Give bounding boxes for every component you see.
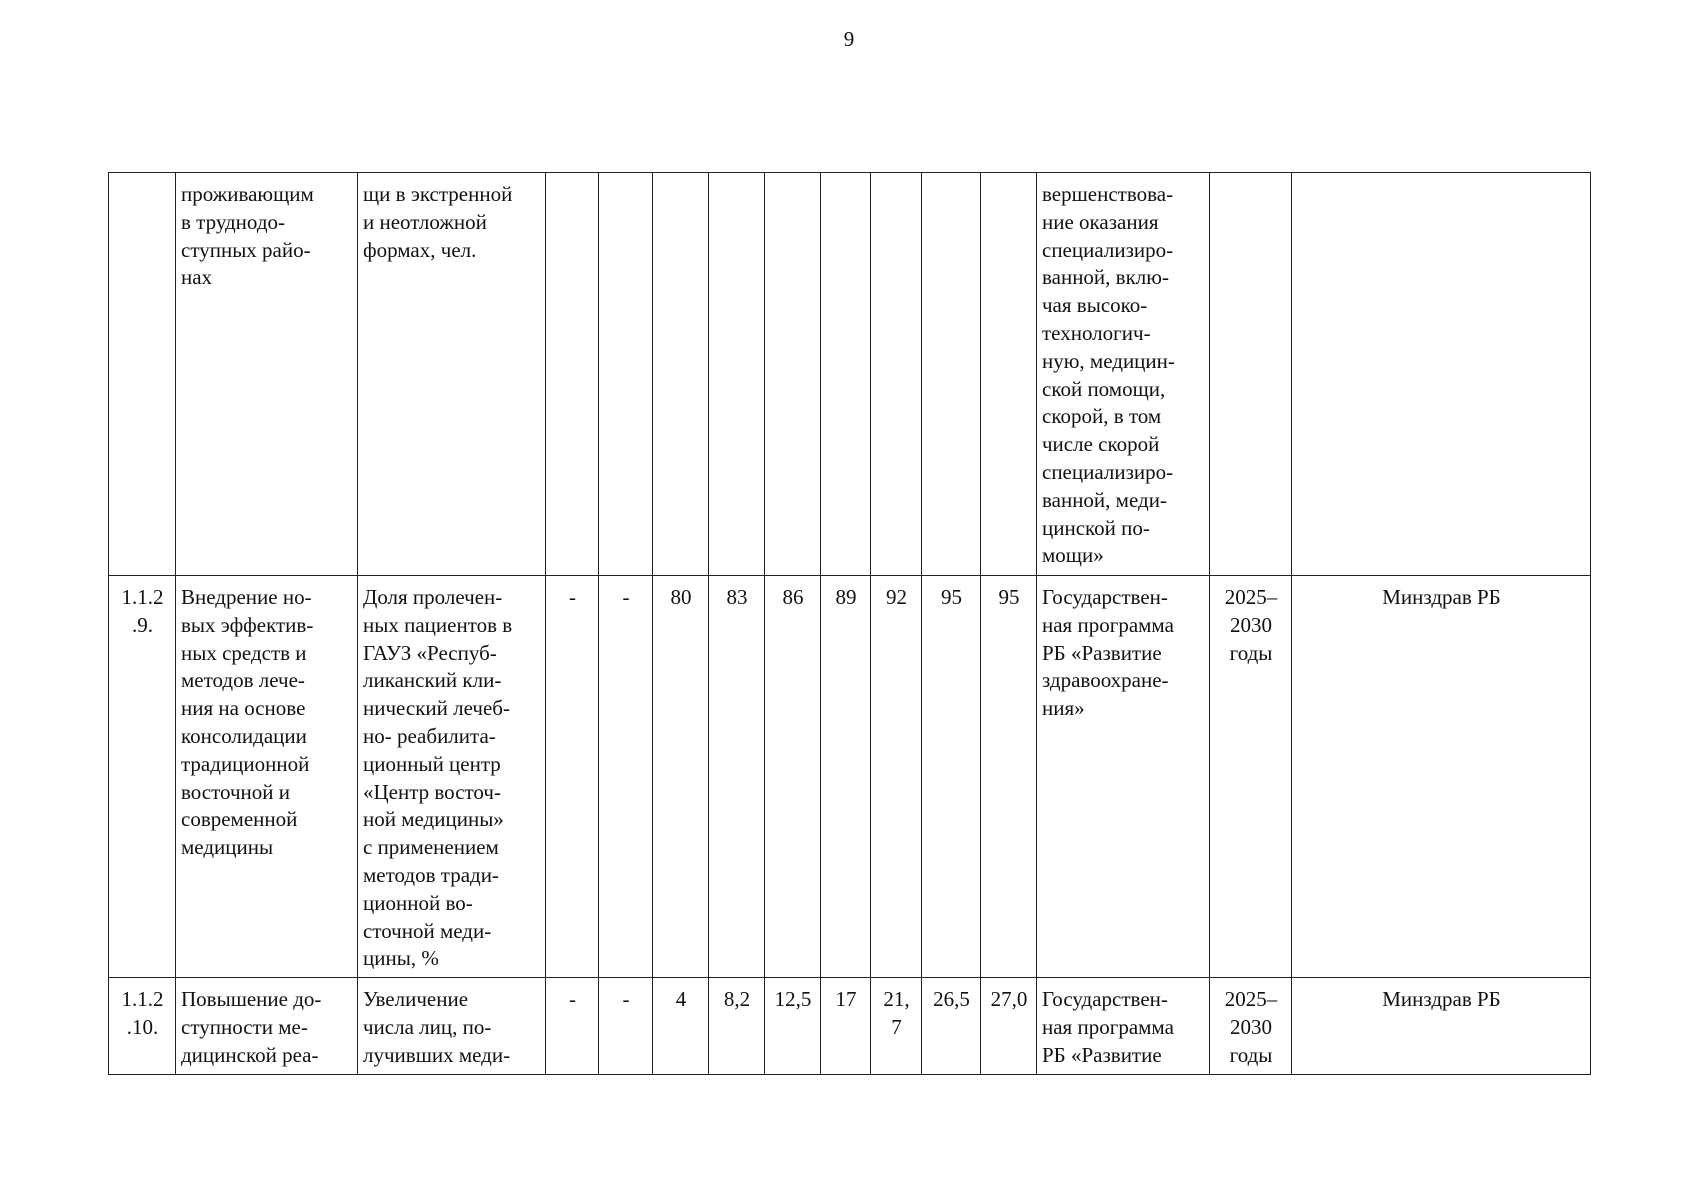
program-table	[108, 172, 1591, 1075]
row-number-cell	[109, 173, 176, 576]
value-cell	[922, 173, 981, 576]
value-cell: 12,5	[765, 978, 821, 1074]
value-cell: 27,0	[981, 978, 1037, 1074]
value-cell	[765, 173, 821, 576]
table-row	[109, 173, 1591, 576]
executor-cell	[1292, 173, 1591, 576]
page-number: 9	[843, 27, 855, 51]
value-cell: 83	[709, 576, 765, 978]
value-cell: 8,2	[709, 978, 765, 1074]
value-cell	[709, 173, 765, 576]
value-cell	[981, 173, 1037, 576]
activity-cell: Внедрение но- вых эффектив- ных средств и методов лече- ния на основе консолидации традиционной восточной и современной медицины	[176, 576, 358, 978]
value-cell: -	[599, 978, 653, 1074]
value-cell: 95	[981, 576, 1037, 978]
table-row	[109, 576, 1591, 978]
activity-cell: проживающим в труднодо- ступных райо- нах	[176, 173, 358, 576]
executor-cell: Минздрав РБ	[1292, 978, 1591, 1074]
value-cell: 92	[871, 576, 922, 978]
value-cell: -	[599, 576, 653, 978]
value-cell: -	[546, 978, 599, 1074]
value-cell: 95	[922, 576, 981, 978]
row-number-cell: 1.1.2 .9.	[109, 576, 176, 978]
value-cell: 26,5	[922, 978, 981, 1074]
executor-cell: Минздрав РБ	[1292, 576, 1591, 978]
value-cell: 4	[653, 978, 709, 1074]
program-cell: Государствен- ная программа РБ «Развитие	[1037, 978, 1210, 1074]
value-cell: 80	[653, 576, 709, 978]
period-cell	[1210, 173, 1292, 576]
value-cell: 21, 7	[871, 978, 922, 1074]
row-number-cell: 1.1.2 .10.	[109, 978, 176, 1074]
value-cell	[546, 173, 599, 576]
value-cell: 86	[765, 576, 821, 978]
value-cell: 89	[821, 576, 871, 978]
value-cell	[599, 173, 653, 576]
indicator-cell: Доля пролечен- ных пациентов в ГАУЗ «Респуб- ликанский кли- нический лечеб- но- реабилита- ционный центр «Центр восточ- ной медицины» с применением методов тради- ционной во- сточной меди- цины, %	[358, 576, 546, 978]
program-cell: вершенствова- ние оказания специализиро- ванной, вклю- чая высоко- технологич- ную, медицин- ской помощи, скорой, в том числе скорой специализиро- ванной, меди- цинской по- мощи»	[1037, 173, 1210, 576]
period-cell: 2025– 2030 годы	[1210, 576, 1292, 978]
value-cell	[821, 173, 871, 576]
table-row	[109, 978, 1591, 1074]
value-cell: 17	[821, 978, 871, 1074]
period-cell: 2025– 2030 годы	[1210, 978, 1292, 1074]
indicator-cell: Увеличение числа лиц, по- лучивших меди-	[358, 978, 546, 1074]
value-cell: -	[546, 576, 599, 978]
activity-cell: Повышение до- ступности ме- дицинской реа-	[176, 978, 358, 1074]
indicator-cell: щи в экстренной и неотложной формах, чел.	[358, 173, 546, 576]
value-cell	[653, 173, 709, 576]
value-cell	[871, 173, 922, 576]
program-cell: Государствен- ная программа РБ «Развитие здравоохране- ния»	[1037, 576, 1210, 978]
